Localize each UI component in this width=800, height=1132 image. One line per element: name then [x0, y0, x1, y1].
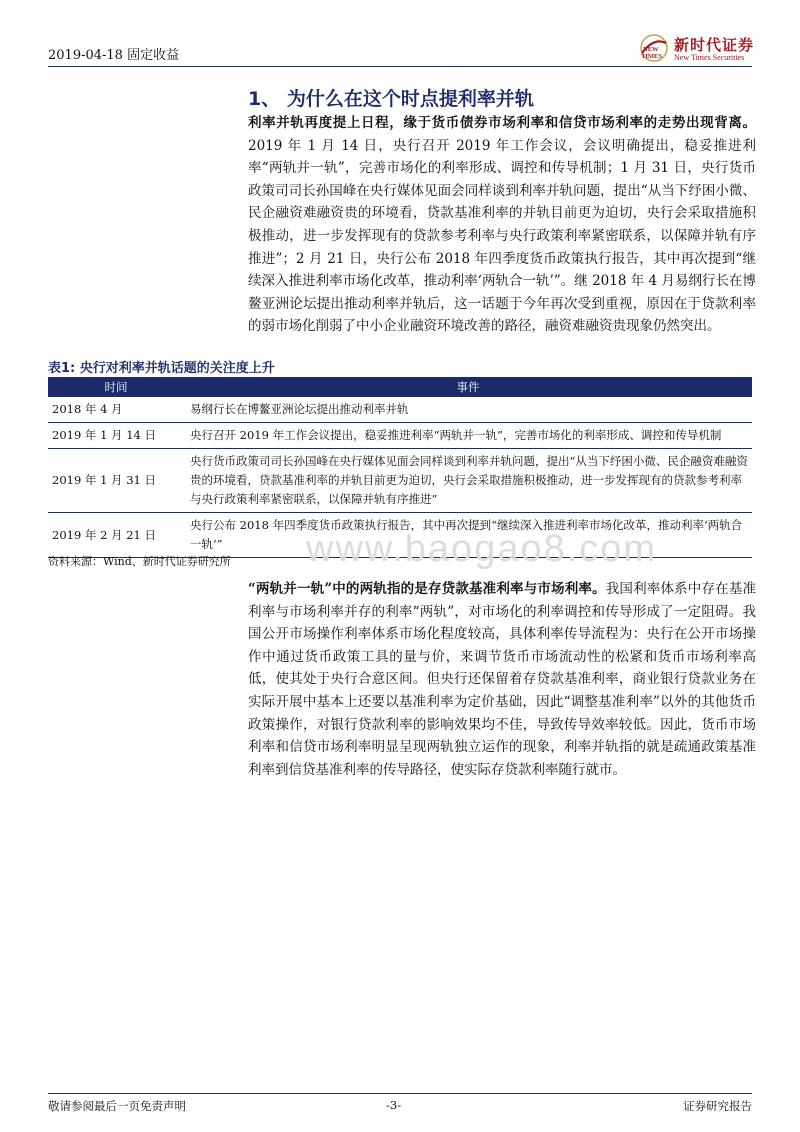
table-cell-event: 央行货币政策司司长孙国峰在央行媒体见面会同样谈到利率并轨问题，提出“从当下纾困小微、民企融资难融资贵的环境看，贷款基准利率的并轨目前更为迫切，央行会采取措施积极推动，进一步发挥现有的贷款参考利率与央行政策利率紧密联系，以保障并轨有序推进”	[184, 449, 752, 513]
table-title: 表1: 央行对利率并轨话题的关注度上升	[48, 361, 275, 376]
brand-name-cn: 新时代证券	[674, 36, 755, 54]
table-header-row	[48, 377, 752, 397]
table-row	[48, 397, 752, 423]
table-header-event: 事件	[184, 377, 752, 397]
paragraph-1-body: 2019 年 1 月 14 日，央行召开 2019 年工作会议，会议明确提出，稳妥推进利率“两轨并一轨”，完善市场化的利率形成、调控和传导机制；1 月 31 日，央行货币政策司司长孙国峰在央行媒体见面会同样谈到利率并轨问题，提出“从当下纾困小微、民企融资难融资贵的环境看，贷款基准利率的并轨目前更为迫切，央行会采取措施积极推动，进一步发挥现有的贷款参考利率与央行政策利率紧密联系，以保障并轨有序推进”；2 月 21 日，央行公布 2018 年四季度货币政策执行报告，其中再次提到“继续深入推进利率市场化改革，推动利率‘两轨合一轨’”。继 2018 年 4 月易纲行长在博鳌亚洲论坛提出推动利率并轨后，这一话题于今年再次受到重视，原因在于贷款利率的弱市场化削弱了中小企业融资环境改善的路径，融资难融资贵现象仍然突出。	[248, 137, 756, 335]
header-divider	[48, 66, 752, 67]
paragraph-2-body: 我国利率体系中存在基准利率与市场利率并存的利率“两轨”，对市场化的利率调控和传导形成了一定阻碍。我国公开市场操作利率体系市场化程度较高，具体利率传导流程为：央行在公开市场操作中通过货币政策工具的量与价，来调节货币市场流动性的松紧和货币市场利率高低，使其处于央行合意区间。但央行还保留着存贷款基准利率，商业银行贷款业务在实际开展中基本上还要以基准利率为定价基础，因此“调整基准利率”以外的其他货币政策操作，对银行贷款利率的影响效果均不佳，导致传导效率较低。因此，货币市场利率和信贷市场利率明显呈现两轨独立运作的现象，利率并轨指的就是疏通政策基准利率到信贷基准利率的传导路径，使实际存贷款利率随行就市。	[248, 581, 756, 778]
header-date-category	[48, 44, 179, 63]
table-cell-time: 2019 年 1 月 31 日	[48, 449, 184, 513]
logo-text-top: NEW	[643, 46, 659, 53]
footer-report-type: 证券研究报告	[683, 1099, 752, 1113]
paragraph-1-lead: 利率并轨再度提上日程，缘于货币债券市场利率和信贷市场利率的走势出现背离。	[248, 115, 756, 131]
section-number: 1、	[248, 88, 281, 110]
table-source: 资料来源：Wind、新时代证券研究所	[48, 555, 231, 568]
table-cell-event: 央行公布 2018 年四季度货币政策执行报告，其中再次提到“继续深入推进利率市场化改革，推动利率‘两轨合一轨’”	[184, 513, 752, 558]
table-header-time: 时间	[48, 377, 184, 397]
section-title-text: 为什么在这个时点提利率并轨	[286, 88, 534, 110]
header-category: 固定收益	[127, 48, 180, 63]
section-title	[248, 84, 534, 111]
table-cell-event: 易纲行长在博鳌亚洲论坛提出推动利率并轨	[184, 397, 752, 423]
table-row	[48, 423, 752, 449]
paragraph-2	[248, 578, 756, 781]
table-cell-time: 2019 年 1 月 14 日	[48, 423, 184, 449]
logo-text-bottom: TIMES	[641, 53, 662, 60]
paragraph-1	[248, 112, 756, 338]
table-row	[48, 449, 752, 513]
paragraph-2-lead: “两轨并一轨”中的两轨指的是存贷款基准利率与市场利率。	[248, 581, 606, 597]
table-cell-time: 2018 年 4 月	[48, 397, 184, 423]
table-cell-event: 央行召开 2019 年工作会议提出，稳妥推进利率“两轨并一轨”，完善市场化的利率形成、调控和传导机制	[184, 423, 752, 449]
page-number: -3-	[386, 1098, 402, 1112]
footer-disclaimer: 敬请参阅最后一页免责声明	[48, 1099, 186, 1113]
footer-divider	[48, 1093, 752, 1094]
table-cell-time: 2019 年 2 月 21 日	[48, 513, 184, 558]
brand-logo-icon	[636, 33, 672, 63]
brand-name-en: New Times Securities	[674, 53, 745, 62]
header-date: 2019-04-18	[48, 48, 123, 63]
watermark: www.baogao8.com	[306, 528, 658, 570]
